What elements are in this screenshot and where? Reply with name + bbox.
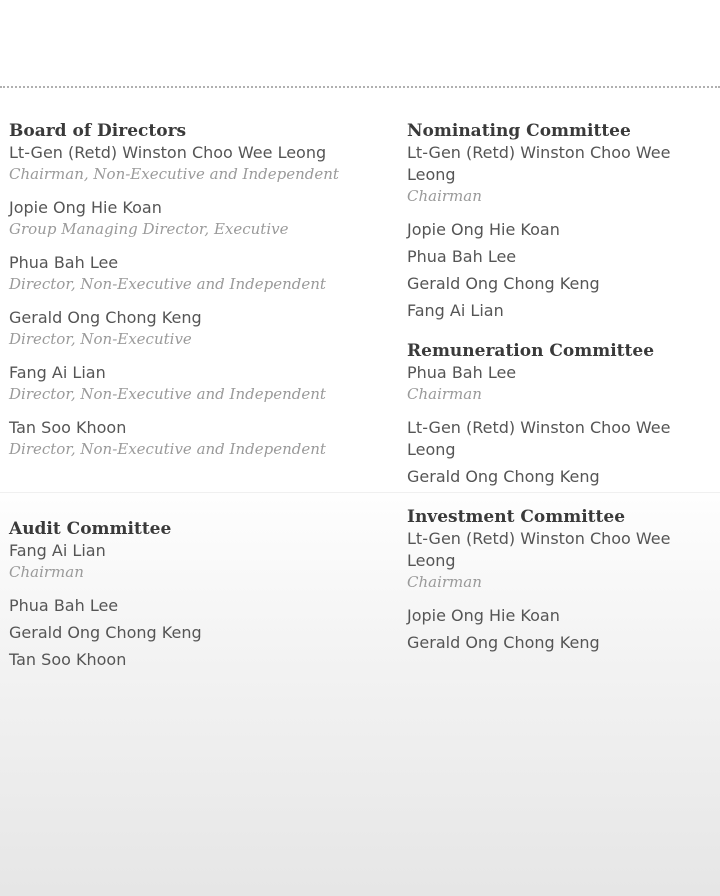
remuneration-title: Remuneration Committee <box>407 341 655 361</box>
board-member <box>9 307 389 349</box>
member-role: Director, Non-Executive and Independent <box>9 440 326 458</box>
chair-role: Chairman <box>407 187 482 205</box>
member-name: Lt-Gen (Retd) Winston Choo Wee Leong <box>9 143 327 162</box>
board-member <box>9 197 389 239</box>
board-title: Board of Directors <box>9 121 187 141</box>
member-name: Lt-Gen (Retd) Winston Choo Wee Leong <box>407 418 671 459</box>
member-name: Phua Bah Lee <box>9 596 119 615</box>
audit-committee-section <box>9 518 389 676</box>
committee-member <box>407 273 719 295</box>
board-member <box>9 142 389 184</box>
member-name: Phua Bah Lee <box>407 247 517 266</box>
chair-role: Chairman <box>9 563 84 581</box>
member-name: Jopie Ong Hie Koan <box>9 198 162 217</box>
member-name: Gerald Ong Chong Keng <box>9 308 202 327</box>
committee-member <box>407 246 719 268</box>
chair-name: Lt-Gen (Retd) Winston Choo Wee Leong <box>407 529 671 570</box>
member-name: Jopie Ong Hie Koan <box>407 220 560 239</box>
committee-member <box>9 622 389 644</box>
member-role: Group Managing Director, Executive <box>9 220 289 238</box>
investment-title: Investment Committee <box>407 507 626 527</box>
member-name: Fang Ai Lian <box>9 363 106 382</box>
committee-member <box>407 219 719 241</box>
member-name: Gerald Ong Chong Keng <box>407 633 600 652</box>
committee-member <box>407 466 719 488</box>
member-name: Tan Soo Khoon <box>9 650 127 669</box>
committee-member <box>407 300 719 322</box>
committee-member <box>9 649 389 671</box>
nominating-committee-section <box>407 120 719 327</box>
committee-member <box>407 605 719 627</box>
audit-title: Audit Committee <box>9 519 172 539</box>
committee-member <box>407 632 719 654</box>
board-member <box>9 362 389 404</box>
chair-name: Fang Ai Lian <box>9 541 106 560</box>
committee-member <box>407 417 719 461</box>
member-name: Fang Ai Lian <box>407 301 504 320</box>
board-of-directors-section <box>9 120 389 472</box>
board-member <box>9 252 389 294</box>
board-member <box>9 417 389 459</box>
committee-member <box>9 595 389 617</box>
chair-name: Lt-Gen (Retd) Winston Choo Wee Leong <box>407 143 671 184</box>
member-name: Gerald Ong Chong Keng <box>9 623 202 642</box>
member-name: Tan Soo Khoon <box>9 418 127 437</box>
chair-role: Chairman <box>407 573 482 591</box>
member-name: Phua Bah Lee <box>9 253 119 272</box>
investment-committee-section <box>407 506 719 659</box>
committee-chair <box>9 540 389 582</box>
chair-role: Chairman <box>407 385 482 403</box>
nominating-title: Nominating Committee <box>407 121 631 141</box>
dotted-divider <box>0 86 720 88</box>
member-role: Director, Non-Executive and Independent <box>9 385 326 403</box>
chair-name: Phua Bah Lee <box>407 363 517 382</box>
member-name: Jopie Ong Hie Koan <box>407 606 560 625</box>
member-role: Director, Non-Executive <box>9 330 192 348</box>
committee-chair <box>407 528 719 592</box>
committee-chair <box>407 142 719 206</box>
member-role: Chairman, Non-Executive and Independent <box>9 165 339 183</box>
member-name: Gerald Ong Chong Keng <box>407 274 600 293</box>
member-name: Gerald Ong Chong Keng <box>407 467 600 486</box>
committee-chair <box>407 362 719 404</box>
remuneration-committee-section <box>407 340 719 493</box>
member-role: Director, Non-Executive and Independent <box>9 275 326 293</box>
